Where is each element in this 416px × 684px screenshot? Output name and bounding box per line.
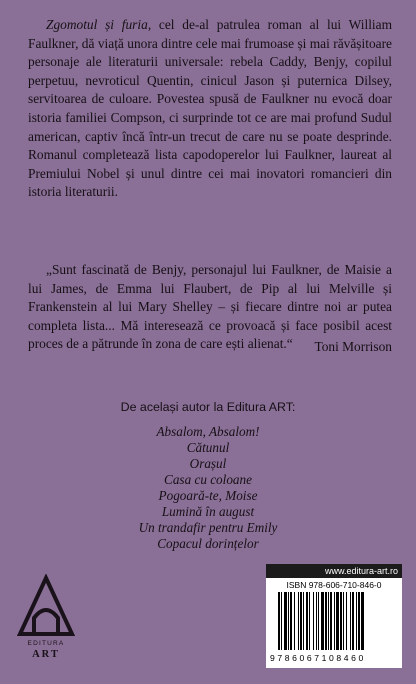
list-item: Cătunul — [186, 440, 230, 455]
list-item: Casa cu coloane — [164, 472, 252, 487]
other-books-heading: De același autor la Editura ART: — [120, 400, 296, 414]
list-item: Lumină în august — [161, 504, 255, 519]
other-books-list — [58, 424, 358, 552]
description-paragraph — [28, 16, 392, 202]
barcode-panel — [266, 578, 402, 668]
quote-paragraph: „Sunt fascinată de Benjy, personajul lui Faulkner, de Maisie a lui James, de Emma lui Flaubert, de Pip al lui Melville și Frankenstein al lui Mary Shelley – și fiecare dintre noi ar putea completa lista... Mă interesează ce provoacă și face posibil acest proces de a pătrunde în zona de care ești alienat.“ — [28, 262, 392, 352]
ean-digits: 9786067108460 — [270, 653, 366, 663]
description-text: , cel de-al patrulea roman al lui William Faulkner, dă viață unora dintre cele mai frumoase și mai răvășitoare personaje ale literaturii universale: rebela Caddy, Benjy, copilul perpetuu, nevroticul Quentin, cinicul Jason și puternica Dilsey, servitoarea de culoare. Povestea spusă de Faulkner nu evocă doar istoria familiei Compson, ci surprinde tot ce are mai profund Sudul american, captiv încă într-un trecut de care nu se poate desprinde. Romanul completează lista capodoperelor lui Faulkner, laureat al Premiului Nobel și unul dintre cei mai inovatori romancieri din istoria literaturii. — [28, 17, 392, 200]
list-item: Un trandafir pentru Emily — [138, 520, 278, 535]
quote-author: Toni Morrison — [314, 339, 392, 354]
list-item: Copacul dorințelor — [157, 536, 259, 551]
list-item: Orașul — [189, 456, 227, 471]
publisher-logo-line2: ART — [32, 649, 60, 660]
book-title: Zgomotul și furia — [46, 17, 148, 32]
barcode — [278, 592, 392, 652]
publisher-website: www.editura-art.ro — [266, 564, 402, 578]
isbn-label: ISBN 978-606-710-846-0 — [286, 580, 382, 590]
list-item: Pogoară-te, Moise — [158, 488, 258, 503]
list-item: Absalom, Absalom! — [156, 424, 260, 439]
publisher-logo-line1: EDITURA — [27, 640, 65, 647]
